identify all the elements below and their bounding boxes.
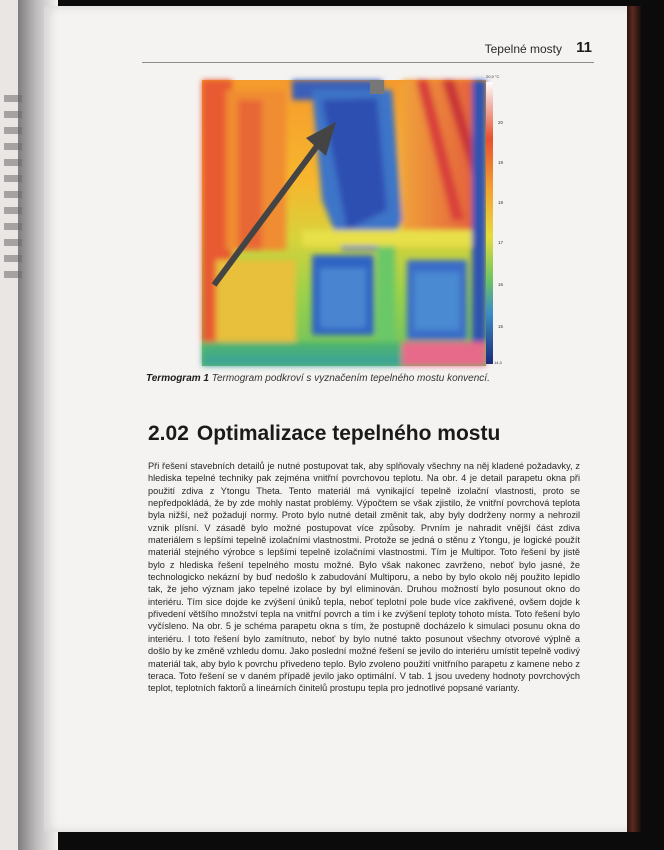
section-title: Optimalizace tepelného mostu <box>196 422 501 445</box>
scale-label-18: 18 <box>498 200 504 205</box>
temperature-scale <box>486 74 516 366</box>
header-section-title: Tepelné mosty <box>484 42 562 56</box>
page-edge <box>627 6 641 832</box>
figure-caption <box>146 373 586 384</box>
scale-label-17: 17 <box>498 240 504 245</box>
running-header <box>142 38 594 63</box>
scale-label-max: 20,9 °C <box>486 74 500 79</box>
section-number: 2.02 <box>148 422 189 445</box>
previous-page-edge <box>4 95 22 315</box>
scale-label-min: 14,3 <box>494 360 502 365</box>
section-heading <box>148 422 588 446</box>
scale-label-19: 19 <box>498 160 504 165</box>
body-paragraph: Při řešení stavebních detailů je nutné postupovat tak, aby splňovaly všechny na něj kladené požadavky, z hlediska tepelné techniky pak zejména vnitřní povrchovou teplotu. Na obr. 4 je detail parapetu okna při použití zdiva z Ytongu Theta. Tento materiál má vynikající tepelně izolační vlastnosti, proto se nepředpokládá, že by zde mohly nastat problémy. Výpočtem se však zjistilo, že vnitřní povrchová teplota byla nižší, než požadují normy. Proto bylo nutné detail změnit tak, aby byly dodrženy normy a nehrozil vznik plísní. V zásadě bylo možné postupovat více způsoby. Prvním je nahradit vnější část zdiva materiálem s lepšími tepelně izolačními vlastnostmi. Protože se jedná o stěnu z Ytongu, je logické použít materiál stejného výrobce s lepšími tepelně izolačními vlastnostmi. Tím je Multipor. Toto řešení by jistě bylo z hlediska řešení tepelného mostu možné. Bylo však nakonec zavrženo, neboť bylo jasné, že technologicko nekázní by buď nedošlo k zabudování Multiporu, a nebo by bylo okolo něj použito lepidlo tak, že jeho význam jako tepelné izolace by byl eliminován. Druhou možností bylo posunout okno do interiéru. Tím sice dojde ke zvýšení úniků tepla, neboť teplotní pole bude více zakřivené, ovšem dojde k přivedení většího množství tepla na vnitřní povrch a tím i ke zvýšení teploty tohoto místa. Toto řešení bylo vyčísleno. Na obr. 5 je schéma parapetu okna s tím, že postupně docházelo k simulaci posunu okna do interiéru. I toto řešení bylo zamítnuto, neboť by bylo nutné takto posunout všechny otvorové výplně a došlo by ke změně vzhledu domu. Jako poslední možné řešení se jevilo do interiéru umístit tepelně vodivý materiál tak, aby bylo k povrchu přivedeno teplo. Bylo zvoleno použití vnitřního parapetu z kamene nebo z teraca. Toto řešení se v daném případě jevilo jako optimální. V tab. 1 jsou uvedeny hodnoty povrchových teplot, teplotních faktorů a lineárních činitelů prostupu tepla pro jednotlivé popsané varianty. <box>148 461 580 694</box>
caption-label: Termogram 1 <box>146 373 209 384</box>
scale-label-20: 20 <box>498 120 504 125</box>
caption-text: Termogram podkroví s vyznačením tepelného mostu konvencí. <box>211 373 490 384</box>
scale-label-15: 15 <box>498 324 504 329</box>
thermogram-image <box>202 80 486 366</box>
page-number: 11 <box>576 39 592 56</box>
scale-label-16: 16 <box>498 282 504 287</box>
